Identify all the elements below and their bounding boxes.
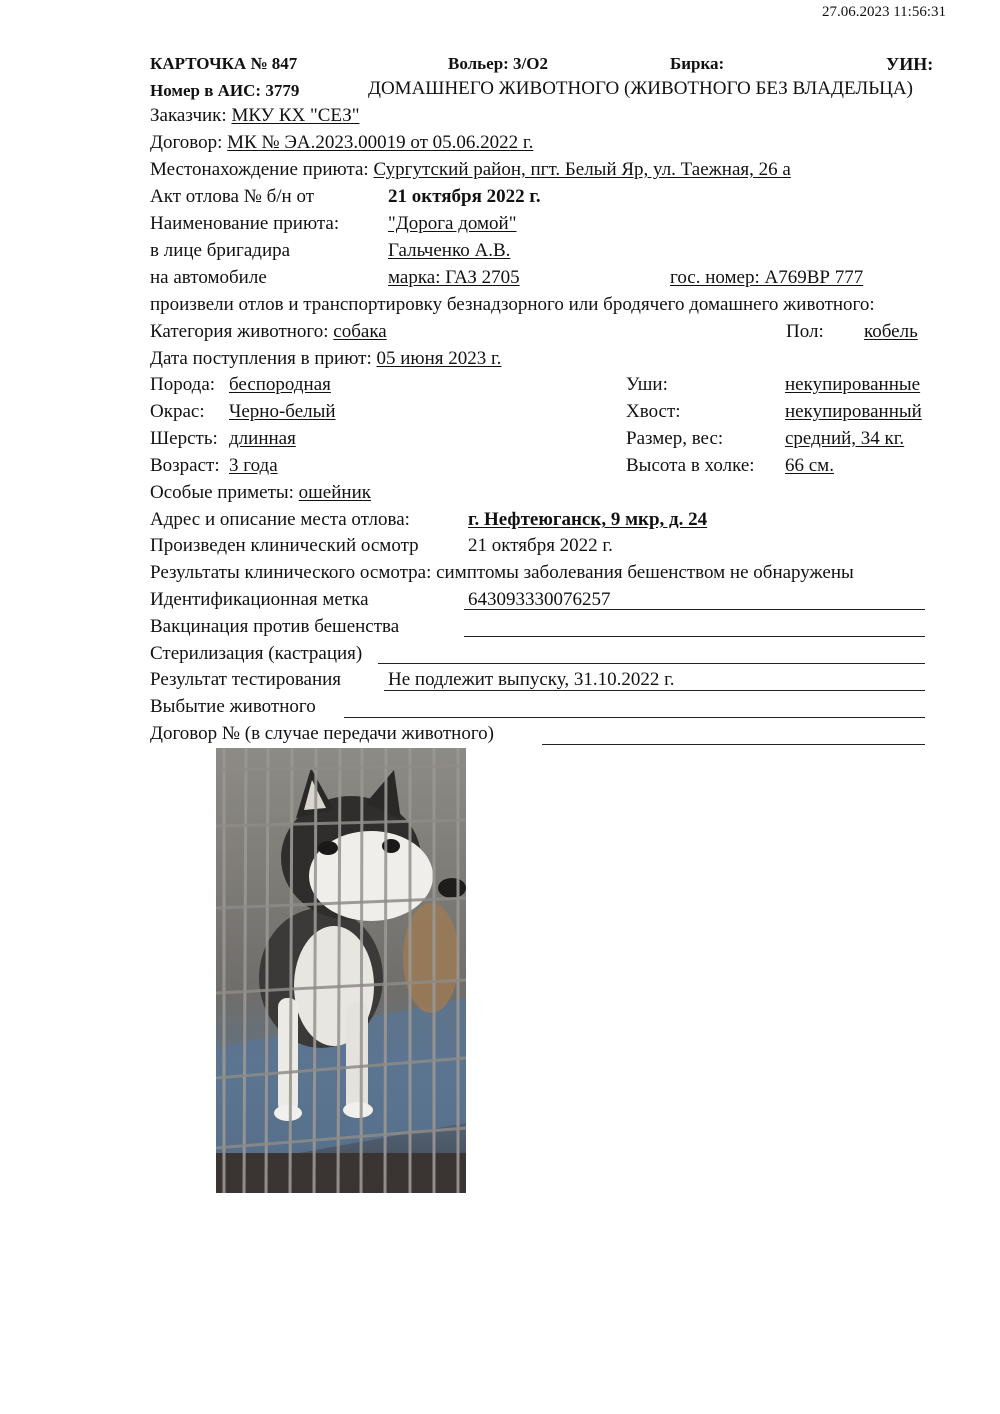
marks-value: ошейник xyxy=(298,482,371,503)
foreman-label: в лице бригадира xyxy=(150,240,291,261)
customer-row xyxy=(150,104,360,128)
category-row xyxy=(150,320,387,344)
age-value: 3 года xyxy=(229,455,278,476)
arrival-label: Дата поступления в приют: xyxy=(150,348,372,369)
uin-label: УИН: xyxy=(886,54,934,74)
exam-label: Произведен клинический осмотр xyxy=(150,535,419,556)
shelter-location-row xyxy=(150,158,791,182)
breed-label: Порода: xyxy=(150,374,216,395)
departure-line xyxy=(344,717,925,718)
timestamp: 27.06.2023 11:56:31 xyxy=(821,4,946,20)
ears-value: некупированные xyxy=(785,374,921,395)
fur-value: длинная xyxy=(229,428,296,449)
sex-label: Пол: xyxy=(786,321,824,342)
arrival-row xyxy=(150,347,501,371)
foreman-value: Гальченко А.В. xyxy=(388,240,511,261)
card-title: ДОМАШНЕГО ЖИВОТНОГО (ЖИВОТНОГО БЕЗ ВЛАДЕЛЬЦА) xyxy=(368,78,913,99)
vehicle-plate: гос. номер: А769ВР 777 xyxy=(670,267,864,288)
capture-place-label: Адрес и описание места отлова: xyxy=(150,509,410,530)
sex-value: кобель xyxy=(864,321,918,342)
transfer-label: Договор № (в случае передачи животного) xyxy=(150,723,494,744)
height-value: 66 см. xyxy=(785,455,834,476)
id-label: Идентификационная метка xyxy=(150,589,369,610)
capture-place-value: г. Нефтеюганск, 9 мкр, д. 24 xyxy=(468,509,708,530)
contract-row xyxy=(150,131,533,155)
size-label: Размер, вес: xyxy=(626,428,724,449)
vaccination-label: Вакцинация против бешенства xyxy=(150,616,400,637)
category-label: Категория животного: xyxy=(150,321,329,342)
fur-label: Шерсть: xyxy=(150,428,218,449)
id-line xyxy=(464,609,925,610)
vaccination-line xyxy=(464,636,925,637)
vehicle-model: марка: ГАЗ 2705 xyxy=(388,267,520,288)
customer-label: Заказчик: xyxy=(150,105,227,126)
color-label: Окрас: xyxy=(150,401,205,422)
card-number: КАРТОЧКА № 847 xyxy=(150,54,298,73)
exam-value: 21 октября 2022 г. xyxy=(468,535,613,556)
shelter-location-label: Местонахождение приюта: xyxy=(150,159,369,180)
tail-label: Хвост: xyxy=(626,401,681,422)
age-label: Возраст: xyxy=(150,455,220,476)
shelter-location-value: Сургутский район, пгт. Белый Яр, ул. Таежная, 26 а xyxy=(373,159,791,180)
category-value: собака xyxy=(333,321,387,342)
transfer-line xyxy=(542,744,925,745)
sterilization-label: Стерилизация (кастрация) xyxy=(150,643,363,664)
ais-number: Номер в АИС: 3779 xyxy=(150,81,300,100)
breed-value: беспородная xyxy=(229,374,331,395)
test-value: Не подлежит выпуску, 31.10.2022 г. xyxy=(388,669,675,690)
dog-photo xyxy=(216,748,466,1193)
exam-result: Результаты клинического осмотра: симптомы заболевания бешенством не обнаружены xyxy=(150,562,854,583)
test-line xyxy=(384,690,925,691)
shelter-name-label: Наименование приюта: xyxy=(150,213,340,234)
aviary: Вольер: 3/О2 xyxy=(448,54,548,73)
contract-label: Договор: xyxy=(150,132,223,153)
statement: произвели отлов и транспортировку безнадзорного или бродячего домашнего животного: xyxy=(150,294,875,315)
customer-value: МКУ КХ "СЕЗ" xyxy=(231,105,360,126)
id-value: 643093330076257 xyxy=(468,589,611,610)
departure-label: Выбытие животного xyxy=(150,696,316,717)
tag-label: Бирка: xyxy=(670,54,725,73)
marks-row xyxy=(150,481,371,505)
color-value: Черно-белый xyxy=(229,401,336,422)
arrival-value: 05 июня 2023 г. xyxy=(376,348,502,369)
sterilization-line xyxy=(378,663,925,664)
contract-value: МК № ЭА.2023.00019 от 05.06.2022 г. xyxy=(227,132,534,153)
marks-label: Особые приметы: xyxy=(150,482,294,503)
height-label: Высота в холке: xyxy=(626,455,755,476)
shelter-name-value: "Дорога домой" xyxy=(388,213,517,234)
tail-value: некупированный xyxy=(785,401,922,422)
capture-act-label: Акт отлова № б/н от xyxy=(150,186,315,207)
vehicle-label: на автомобиле xyxy=(150,267,267,288)
size-value: средний, 34 кг. xyxy=(785,428,905,449)
capture-act-date: 21 октября 2022 г. xyxy=(388,186,541,207)
test-label: Результат тестирования xyxy=(150,669,342,690)
ears-label: Уши: xyxy=(626,374,668,395)
